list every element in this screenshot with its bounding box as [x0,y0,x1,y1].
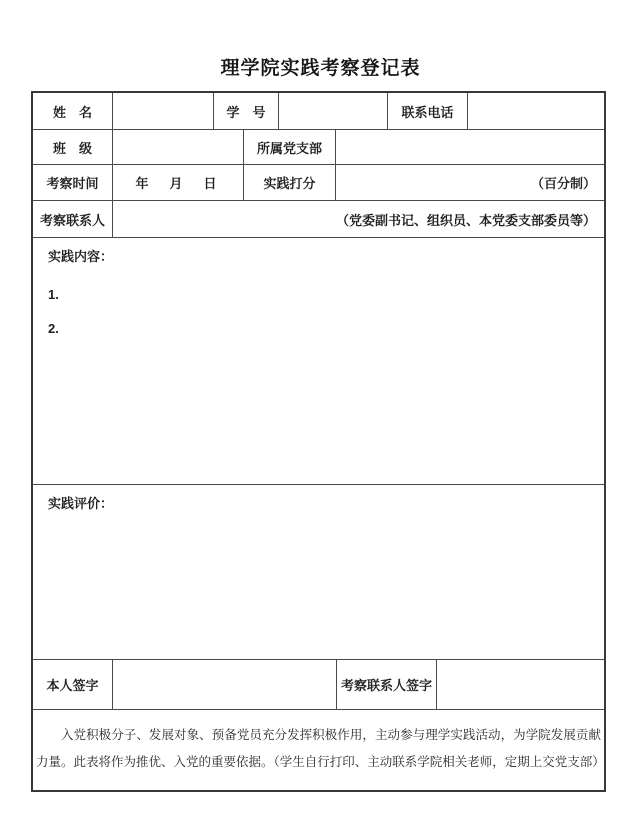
row-inspection-contact [33,201,604,238]
row-class-branch [33,130,604,165]
inspection-contact-note-cell: （党委副书记、组织员、本党委支部委员等） [335,212,596,228]
class-label-cell: 班 级 [33,130,113,164]
row-footer-note [33,710,604,790]
party-branch-value-cell [336,130,604,164]
page-title: 理学院实践考察登记表 [220,58,421,79]
footer-note-text: 入党积极分子、发展对象、预备党员充分发挥积极作用，主动参与理学实践活动，为学院发展贡献力量。此表将作为推优、入党的重要依据。（学生自行打印、主动联系学院相关老师，定期上交党支部） [36,728,605,769]
practice-evaluation-section [33,485,604,660]
practice-score-label-cell: 实践打分 [244,165,336,200]
class-value-cell [113,130,244,164]
score-scale-note-cell: （百分制） [530,176,596,191]
phone-value-cell [468,93,604,129]
practice-evaluation-heading: 实践评价： [48,496,114,511]
practice-content-item-2: 2. [48,321,59,336]
registration-form-table [31,91,606,792]
practice-content-heading: 实践内容： [48,249,114,264]
contact-signature-label-cell: 考察联系人签字 [337,660,437,709]
party-branch-label-cell: 所属党支部 [244,130,336,164]
name-label-cell: 姓 名 [33,93,113,129]
phone-label-cell: 联系电话 [388,93,468,129]
inspection-contact-label-cell: 考察联系人 [33,201,113,237]
inspection-time-label-cell: 考察时间 [33,165,113,200]
row-signatures [33,660,604,710]
date-placeholder-cell: 年 月 日 [113,165,244,200]
name-value-cell [113,93,214,129]
self-signature-label-cell: 本人签字 [33,660,113,709]
student-id-value-cell [279,93,388,129]
contact-signature-value-cell [437,660,604,709]
student-id-label-cell: 学 号 [214,93,279,129]
practice-content-item-1: 1. [48,287,59,302]
practice-content-section [33,238,604,485]
row-time-score [33,165,604,201]
row-basic-info [33,93,604,130]
self-signature-value-cell [113,660,337,709]
